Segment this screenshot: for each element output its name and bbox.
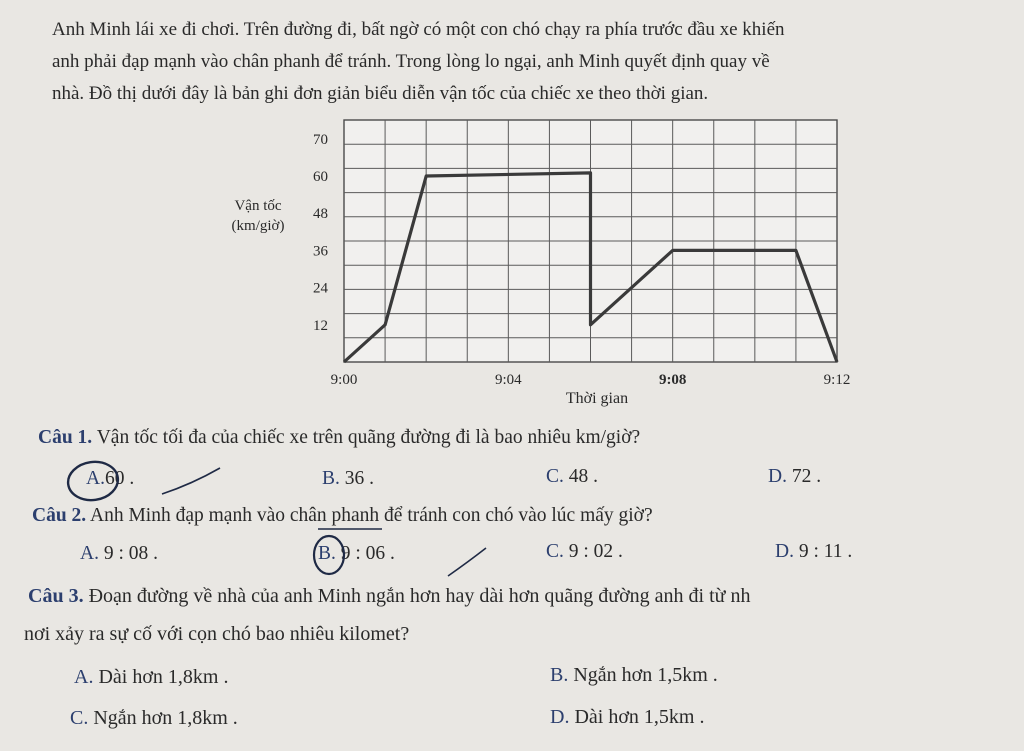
q1-option-d[interactable] — [768, 466, 821, 488]
question-3-number: Câu 3. — [28, 585, 84, 607]
q1-option-c[interactable] — [546, 466, 598, 488]
q1-option-b-letter: B. — [322, 468, 340, 489]
question-1 — [38, 427, 640, 449]
q1-option-b[interactable] — [322, 468, 374, 490]
x-tick-label: 9:12 — [823, 372, 851, 388]
question-1-number: Câu 1. — [38, 427, 93, 448]
q2-answer-circle-mark — [300, 528, 500, 584]
question-2-number: Câu 2. — [32, 505, 87, 526]
question-3-text-line-1: Đoạn đường về nhà của anh Minh ngắn hơn hay dài hơn quãng đường anh đi từ nh — [88, 585, 751, 607]
q3-option-c[interactable] — [70, 707, 238, 730]
question-3 — [28, 585, 751, 608]
q2-underline-mark — [318, 526, 438, 532]
x-tick-label: 9:08 — [658, 372, 687, 388]
y-tick-label: 24 — [313, 280, 328, 297]
q2-option-a[interactable] — [80, 543, 158, 565]
q2-option-c[interactable] — [546, 541, 623, 563]
q3-option-c-letter: C. — [70, 707, 89, 729]
question-3-continued — [24, 623, 409, 646]
x-tick-label: 9:00 — [330, 372, 358, 388]
y-tick-labels — [313, 132, 329, 334]
q2-option-a-letter: A. — [80, 543, 99, 564]
q2-option-a-value: 9 : 08 . — [103, 543, 159, 564]
q2-option-d-value: 9 : 11 . — [798, 541, 853, 562]
q3-option-d-letter: D. — [550, 706, 570, 728]
y-tick-label: 36 — [313, 243, 328, 260]
x-tick-labels — [331, 372, 851, 388]
y-tick-label: 48 — [313, 206, 328, 223]
q2-option-d-letter: D. — [775, 541, 794, 562]
q3-option-a-letter: A. — [74, 666, 94, 688]
q2-option-b-value: 9 : 06 . — [340, 543, 395, 564]
y-axis-label-line-1: Vận tốc — [234, 198, 282, 214]
intro-line-1: Anh Minh lái xe đi chơi. Trên đường đi, bất ngờ có một con chó chạy ra phía trước đầu xe khiến — [52, 19, 785, 40]
intro-line-2: anh phải đạp mạnh vào chân phanh để tránh. Trong lòng lo ngại, anh Minh quyết định quay về — [52, 51, 770, 72]
q2-option-c-letter: C. — [546, 541, 564, 562]
question-1-text: Vận tốc tối đa của chiếc xe trên quãng đường đi là bao nhiêu km/giờ? — [96, 427, 641, 448]
intro-paragraph — [52, 14, 1012, 110]
x-tick-label: 9:04 — [494, 372, 522, 388]
q1-option-c-letter: C. — [546, 466, 564, 487]
q1-option-c-value: 48 . — [568, 466, 599, 487]
question-3-text-line-2: nơi xảy ra sự cố với cọn chó bao nhiêu kilomet? — [24, 623, 410, 645]
q3-option-b[interactable] — [550, 664, 718, 687]
q1-option-b-value: 36 . — [344, 468, 375, 489]
q3-option-a[interactable] — [74, 666, 228, 689]
y-tick-label: 60 — [313, 169, 328, 185]
x-axis-label: Thời gian — [565, 390, 629, 407]
velocity-chart — [220, 118, 880, 410]
q3-option-d-value: Dài hơn 1,5km . — [574, 706, 705, 728]
q1-option-d-value: 72 . — [791, 466, 822, 487]
q3-option-d[interactable] — [550, 706, 704, 729]
q1-answer-circle-mark — [62, 456, 232, 502]
y-tick-label: 70 — [313, 131, 328, 148]
question-2-text: Anh Minh đạp mạnh vào chân phanh để tránh con chó vào lúc mấy giờ? — [90, 505, 653, 526]
q2-option-b-letter: B. — [318, 543, 336, 564]
y-axis-label-line-2: (km/giờ) — [231, 218, 285, 234]
question-2 — [32, 505, 653, 527]
q2-option-d[interactable] — [775, 541, 852, 563]
q3-option-c-value: Ngắn hơn 1,8km . — [93, 707, 238, 729]
y-tick-label: 12 — [313, 317, 328, 334]
q2-option-c-value: 9 : 02 . — [568, 541, 623, 562]
intro-line-3: nhà. Đồ thị dưới đây là bản ghi đơn giản biểu diễn vận tốc của chiếc xe theo thời gian. — [52, 83, 709, 104]
q1-option-a-letter: A. — [86, 468, 105, 489]
q3-option-b-letter: B. — [550, 664, 569, 686]
q1-option-a-value: 60 . — [104, 468, 135, 489]
q3-option-a-value: Dài hơn 1,8km . — [98, 666, 229, 688]
cut-off-top-text — [230, 0, 830, 6]
q3-option-b-value: Ngắn hơn 1,5km . — [573, 664, 718, 686]
q1-option-d-letter: D. — [768, 466, 787, 487]
